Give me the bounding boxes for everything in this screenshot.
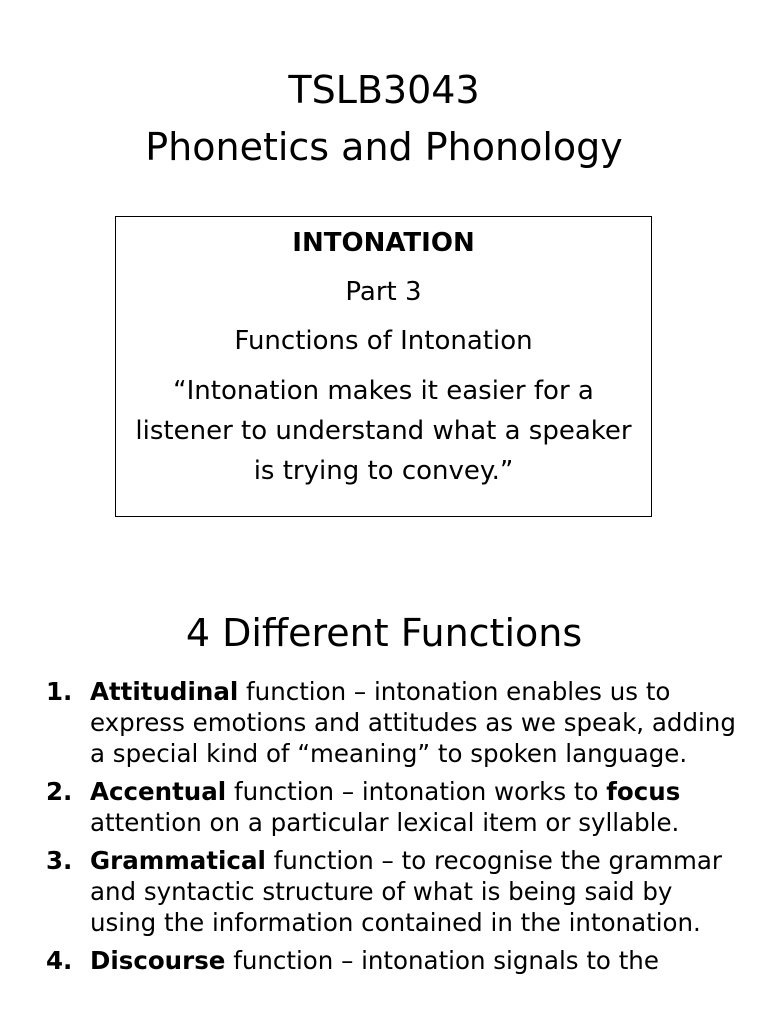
box-subtitle: Functions of Intonation	[234, 326, 533, 356]
list-item-discourse	[46, 945, 746, 976]
list-item-grammatical	[46, 845, 746, 938]
box-quote: “Intonation makes it easier for a listener to understand what a speaker is trying to convey.”	[135, 376, 632, 486]
list-item-text: function – intonation enables us to express emotions and attitudes as we speak, adding a special kind of “meaning” to spoken language.	[90, 677, 736, 768]
list-item-attitudinal	[46, 676, 746, 769]
intro-box	[115, 216, 652, 517]
list-item-term: Attitudinal	[90, 677, 239, 706]
list-item-accentual	[46, 776, 746, 838]
list-item-text: function – intonation works to	[226, 777, 607, 806]
list-item-text: function – intonation signals to the	[225, 946, 659, 975]
list-item-text: function – to recognise the grammar and syntactic structure of what is being said by using the information contained in the intonation.	[90, 846, 722, 937]
list-item-text: attention on a particular lexical item or syllable.	[90, 808, 680, 837]
list-item-number: 2.	[46, 777, 73, 806]
course-name-title: Phonetics and Phonology	[145, 125, 623, 169]
functions-list	[46, 676, 746, 983]
list-item-term: Accentual	[90, 777, 227, 806]
list-item-emphasis: focus	[606, 777, 681, 806]
list-item-number: 1.	[46, 677, 73, 706]
box-heading: INTONATION	[292, 228, 475, 258]
course-code-title: TSLB3043	[288, 68, 480, 112]
list-item-number: 3.	[46, 846, 73, 875]
box-part-label: Part 3	[345, 277, 422, 307]
list-item-term: Discourse	[90, 946, 226, 975]
list-item-term: Grammatical	[90, 846, 266, 875]
list-item-number: 4.	[46, 946, 73, 975]
section-title: 4 Different Functions	[185, 611, 583, 655]
